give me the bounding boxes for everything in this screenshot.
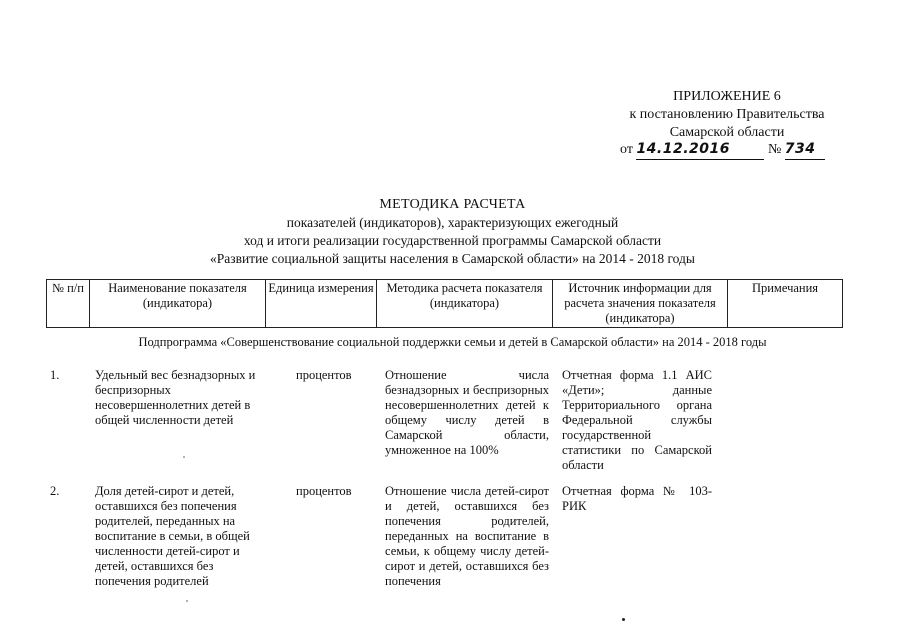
- appendix-region: Самарской области: [669, 125, 785, 140]
- row-number: 2.: [50, 484, 60, 498]
- date-field: [636, 140, 764, 160]
- header-name: Наименование показателя (индикатора): [90, 280, 266, 328]
- handwritten-number: 734: [784, 141, 816, 157]
- appendix-resolution: к постановлению Правительства: [629, 107, 825, 122]
- scan-dot: [622, 618, 625, 621]
- title-line-2: показателей (индикаторов), характеризующих ежегодный: [286, 215, 619, 230]
- number-field: [785, 140, 825, 160]
- appendix-title: ПРИЛОЖЕНИЕ 6: [673, 89, 781, 104]
- row-unit: процентов: [296, 368, 352, 382]
- resolution-date-line: [620, 140, 825, 160]
- header-notes: Примечания: [728, 280, 843, 328]
- header-num: № п/п: [47, 280, 90, 328]
- row-indicator-name: Доля детей-сирот и детей, оставшихся без попечения родителей, переданных на воспитание в семьи, в общей численности детей-сирот и детей, оставшихся без попечения родителей: [95, 484, 250, 588]
- title-line-1: МЕТОДИКА РАСЧЕТА: [379, 197, 526, 212]
- number-label: №: [767, 142, 782, 157]
- subprogram-heading: Подпрограмма «Совершенствование социальной поддержки семьи и детей в Самарской области» на 2014 - 2018 годы: [138, 335, 767, 349]
- appendix-block: [612, 88, 842, 142]
- table-header: [46, 279, 843, 328]
- from-label: от: [620, 142, 633, 157]
- title-line-4: «Развитие социальной защиты населения в Самарской области» на 2014 - 2018 годы: [210, 251, 695, 266]
- row-indicator-name: Удельный вес безнадзорных и беспризорных несовершеннолетних детей в общей численности детей: [95, 368, 256, 427]
- header-unit: Единица измерения: [266, 280, 377, 328]
- document-title: [100, 196, 805, 268]
- title-line-3: ход и итоги реализации государственной программы Самарской области: [243, 233, 662, 248]
- row-unit: процентов: [296, 484, 352, 498]
- header-method: Методика расчета показателя (индикатора): [377, 280, 553, 328]
- scan-speck: [183, 456, 185, 458]
- scan-speck: [186, 600, 188, 602]
- header-source: Источник информации для расчета значения показателя (индикатора): [553, 280, 728, 328]
- row-number: 1.: [50, 368, 60, 382]
- handwritten-date: 14.12.2016: [636, 141, 731, 157]
- row-method: Отношение числа безнадзорных и беспризорных несовершеннолетних детей к общему числу детей в Самарской области, умноженное на 100%: [385, 368, 549, 457]
- row-source: Отчетная форма 1.1 АИС «Дети»; данные Территориального органа Федеральной службы государственной статистики по Самарской области: [562, 368, 712, 472]
- row-method: Отношение числа детей-сирот и детей, оставшихся без попечения родителей, переданных на воспитание в семьи, к общему числу детей-сирот и детей, оставшихся без попечения: [385, 484, 549, 588]
- row-source: Отчетная форма № 103- РИК: [562, 484, 712, 513]
